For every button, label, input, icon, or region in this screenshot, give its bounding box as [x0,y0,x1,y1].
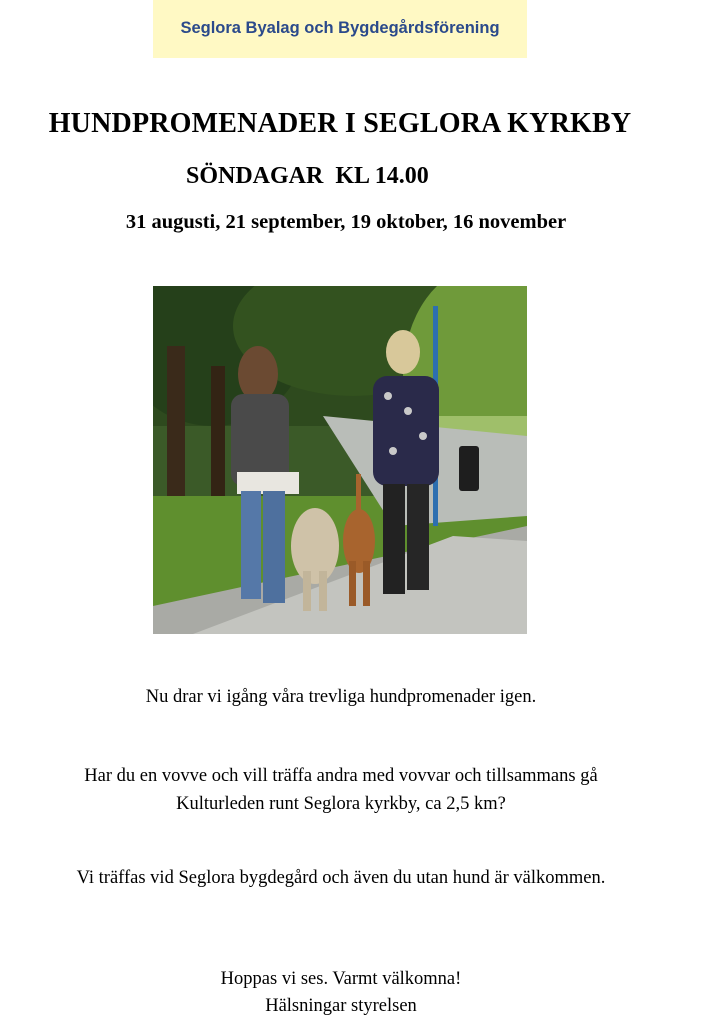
event-title: HUNDPROMENADER I SEGLORA KYRKBY [48,108,632,139]
question-line-2: Kulturleden runt Seglora kyrkby, ca 2,5 km? [176,794,506,814]
event-schedule: SÖNDAGAR KL 14.00 [186,163,429,189]
meeting-text [0,864,682,892]
event-dates: 31 augusti, 21 september, 19 oktober, 16 november [125,211,567,233]
intro-line: Nu drar vi igång våra trevliga hundpromenader igen. [145,687,537,707]
question-line-1: Har du en vovve och vill träffa andra med vovvar och tillsammans gå [84,766,598,786]
question-text [0,762,682,818]
organization-name: Seglora Byalag och Bygdegårdsförening [180,18,500,37]
closing-line-2: Hälsningar styrelsen [265,996,417,1016]
organization-banner [153,0,527,58]
closing-text [0,966,682,1020]
meeting-line: Vi träffas vid Seglora bygdegård och även du utan hund är välkommen. [76,868,606,888]
dog-walk-photo [153,286,527,634]
closing-line-1: Hoppas vi ses. Varmt välkomna! [220,969,462,989]
intro-text [0,683,682,711]
